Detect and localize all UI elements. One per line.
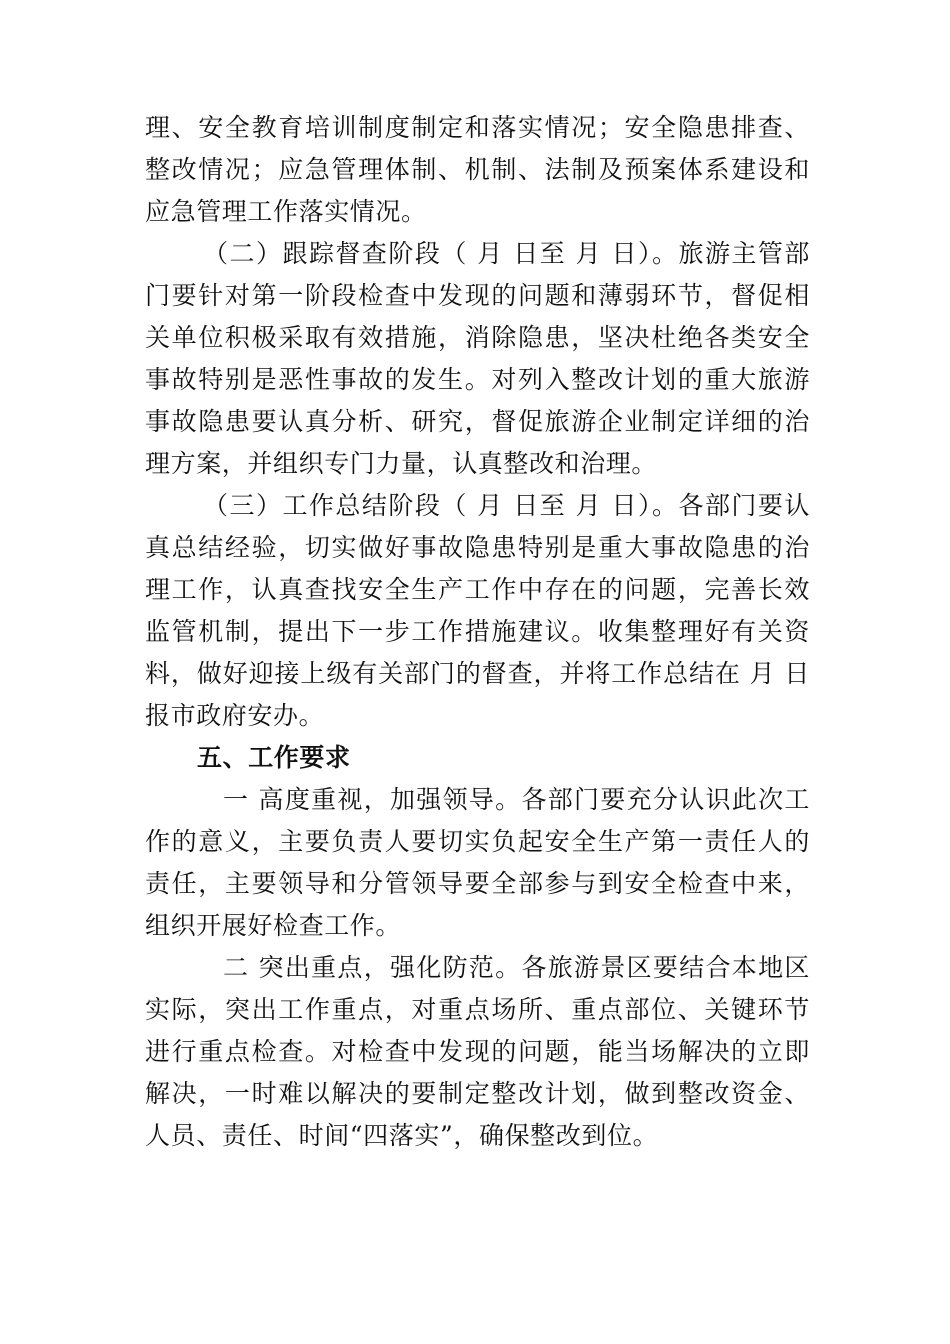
- paragraph-summary-stage: （三）工作总结阶段（ 月 日至 月 日）。各部门要认真总结经验，切实做好事故隐患特别是重大事故隐患的治理工作，认真查找安全生产工作中存在的问题，完善长效监管机制，提出下一步工作措施建议。收集整理好有关资料，做好迎接上级有关部门的督查，并将工作总结在 月 日报市政府安办。: [145, 491, 810, 730]
- document-body: [145, 107, 810, 1157]
- paragraph-tracking-stage: （二）跟踪督查阶段（ 月 日至 月 日）。旅游主管部门要针对第一阶段检查中发现的问题和薄弱环节，督促相关单位积极采取有效措施，消除隐患，坚决杜绝各类安全事故特别是恶性事故的发生。对列入整改计划的重大旅游事故隐患要认真分析、研究，督促旅游企业制定详细的治理方案，并组织专门力量，认真整改和治理。: [145, 239, 810, 478]
- requirement-leadership: 一 高度重视，加强领导。各部门要充分认识此次工作的意义，主要负责人要切实负起安全生产第一责任人的责任，主要领导和分管领导要全部参与到安全检查中来，组织开展好检查工作。: [145, 785, 810, 940]
- paragraph-inspection-scope: 理、安全教育培训制度制定和落实情况；安全隐患排查、整改情况；应急管理体制、机制、法制及预案体系建设和应急管理工作落实情况。: [145, 113, 810, 226]
- requirement-key-points: 二 突出重点，强化防范。各旅游景区要结合本地区实际，突出工作重点，对重点场所、重点部位、关键环节进行重点检查。对检查中发现的问题，能当场解决的立即解决，一时难以解决的要制定整改计划，做到整改资金、人员、责任、时间“四落实”，确保整改到位。: [145, 953, 810, 1150]
- section-heading-requirements: 五、工作要求: [197, 743, 351, 772]
